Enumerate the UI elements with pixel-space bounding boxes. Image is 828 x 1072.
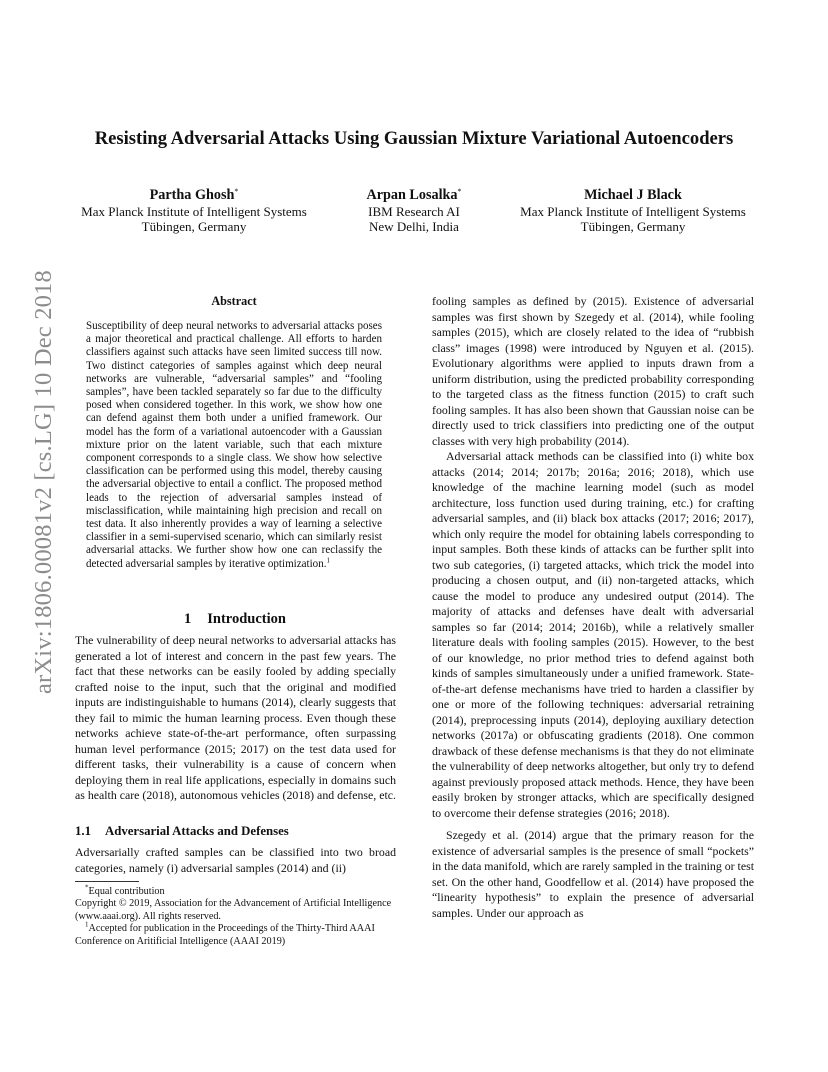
author-location: Tübingen, Germany [580,219,686,234]
copyright-notice: Copyright © 2019, Association for the Advancement of Artificial Intelligence (www.aaai.org). All rights reserved. [75,898,392,922]
right-column [432,294,754,921]
author-name: Arpan Losalka* [366,187,462,203]
author-location: New Delhi, India [369,219,459,234]
author-block [500,183,766,234]
author-block [346,183,482,234]
equal-contribution-mark: * [457,187,462,196]
abstract-heading: Abstract [211,294,257,308]
footnote-acceptance: $^1$Accepted for publication in the Proceedings of the Thirty-Third AAAI Conference on Aritificial Intelligence (AAAI 2019) [75,920,375,947]
body-paragraph: Szegedy et al. (2014) argue that the primary reason for the existence of adversarial samples is the presence of small “pockets” in the data manifold, which are rarely sampled in the training or test set. On the other hand, Goodfellow et al. (2014) have proposed the “linearity hypothesis” to explain the presence of adversarial samples. Under our approach as [432,828,754,920]
arxiv-identifier: arXiv:1806.00081v2 [cs.LG] 10 Dec 2018 [30,269,57,695]
subsection-number: 1.1 [75,824,91,838]
abstract-text: Susceptibility of deep neural networks to adversarial attacks poses a major theoretical and practical challenge. All efforts to harden classifiers against such attacks have seen limited success till now. Two distinct categories of samples against which deep neural networks are vulnerable, “adversarial samples” and “fooling samples”, have been tackled separately so far due to the difficulty posed when considered together. In this work, we show how one can defend against them both under a unified framework. Our model has the form of a variational autoencoder with a Gaussian mixture prior on the latent variable, such that each mixture component corresponds to a single class. We show how selective classification can be performed using this model, thereby causing the adversarial objective to entail a conflict. The proposed method leads to the rejection of adversarial samples instead of misclassification, while maintaining high precision and recall on test data. It also inherently provides a way of learning a selective classifier in a semi-supervised scenario, which can similarly resist adversarial attacks. We further show how one can reclassify the detected adversarial samples by iterative optimization.$^1$ [86,320,382,570]
author-location: Tübingen, Germany [141,219,247,234]
arxiv-sidebar-stamp [24,269,64,695]
author-block [62,183,326,234]
section-heading-introduction: 1 Introduction [184,611,286,627]
author-affiliation: IBM Research AI [368,204,460,219]
paper-title: Resisting Adversarial Attacks Using Gaussian Mixture Variational Autoencoders [94,128,734,149]
author-name: Michael J Black [584,187,682,203]
section-number: 1 [184,611,192,627]
footnote-divider [75,881,139,882]
author-affiliation: Max Planck Institute of Intelligent Systems [520,204,746,219]
introduction-paragraph: The vulnerability of deep neural networks to adversarial attacks has generated a lot of interest and concern in the past few years. The fact that these networks can be easily fooled by adding specially crafted noise to the input, such that the original and modified inputs are indistinguishable to humans (2014), clearly suggests that they fail to mimic the human learning process. Even though these networks achieve state-of-the-art performance, often surpassing human level performance (2015; 2017) on the test data used for different tasks, their vulnerability is a cause of concern when deploying them in real life applications, especially in domains such as health care (2018), autonomous vehicles (2018) and defense, etc. [75,633,396,802]
equal-contribution-mark: * [234,187,239,196]
footnotes [75,883,397,948]
body-paragraph: fooling samples as defined by (2015). Existence of adversarial samples was first shown by Szegedy et al. (2014), while fooling samples (2015), which are closely related to the idea of “rubbish class” images (1998) were introduced by Nguyen et al. (2015). Evolutionary algorithms were applied to inputs drawn from a uniform distribution, using the predicted probability corresponding to the targeted class as the fitness function (2015) to craft such fooling samples. It has also been shown that Gaussian noise can be directly used to trick classifiers into predicting one of the output classes with very high probability (2014). [432,294,754,448]
subsection-paragraph: Adversarially crafted samples can be classified into two broad categories, namely (i) adversarial samples (2014) and (ii) [75,845,396,875]
author-name: Partha Ghosh* [149,187,239,203]
footnote-mark: 1 [326,555,330,564]
body-paragraph: Adversarial attack methods can be classified into (i) white box attacks (2014; 2014; 2017b; 2016a; 2016; 2018), which use knowledge of the machine learning model (such as model architecture, loss function used during training, etc.) for crafting adversarial samples, and (ii) black box attacks (2017; 2016; 2017), which only require the model for obtaining labels corresponding to input samples. Both these kinds of attacks can be further split into two sub categories, (i) targeted attacks, which trick the model into producing a chosen output, and (ii) non-targeted attacks, which cause the model to produce any undesired output (2014). The majority of attacks and defenses have dealt with adversarial samples so far (2014; 2014; 2016b), while a relatively smaller literature deals with fooling samples (2015). However, to the best of our knowledge, no prior method tries to defend against both kinds of samples simultaneously under a unified framework. State-of-the-art defense mechanisms have tried to harden a classifier by one or more of the following techniques: adversarial retraining (2014), preprocessing inputs (2014), deploying auxiliary detection networks (2017a) or obfuscating gradients (2018). One common drawback of these defense mechanisms is that they do not eliminate the vulnerability of deep networks altogether, but only try to defend against previously proposed attack methods. Hence, they have been easily broken by stronger attacks, which are specifically designed to overcome their defense strategies (2016; 2018). [432,449,754,820]
subsection-heading: 1.1 Adversarial Attacks and Defenses [75,824,289,838]
author-affiliation: Max Planck Institute of Intelligent Systems [81,204,307,219]
footnote-equal-contribution: *Equal contribution [85,883,165,897]
